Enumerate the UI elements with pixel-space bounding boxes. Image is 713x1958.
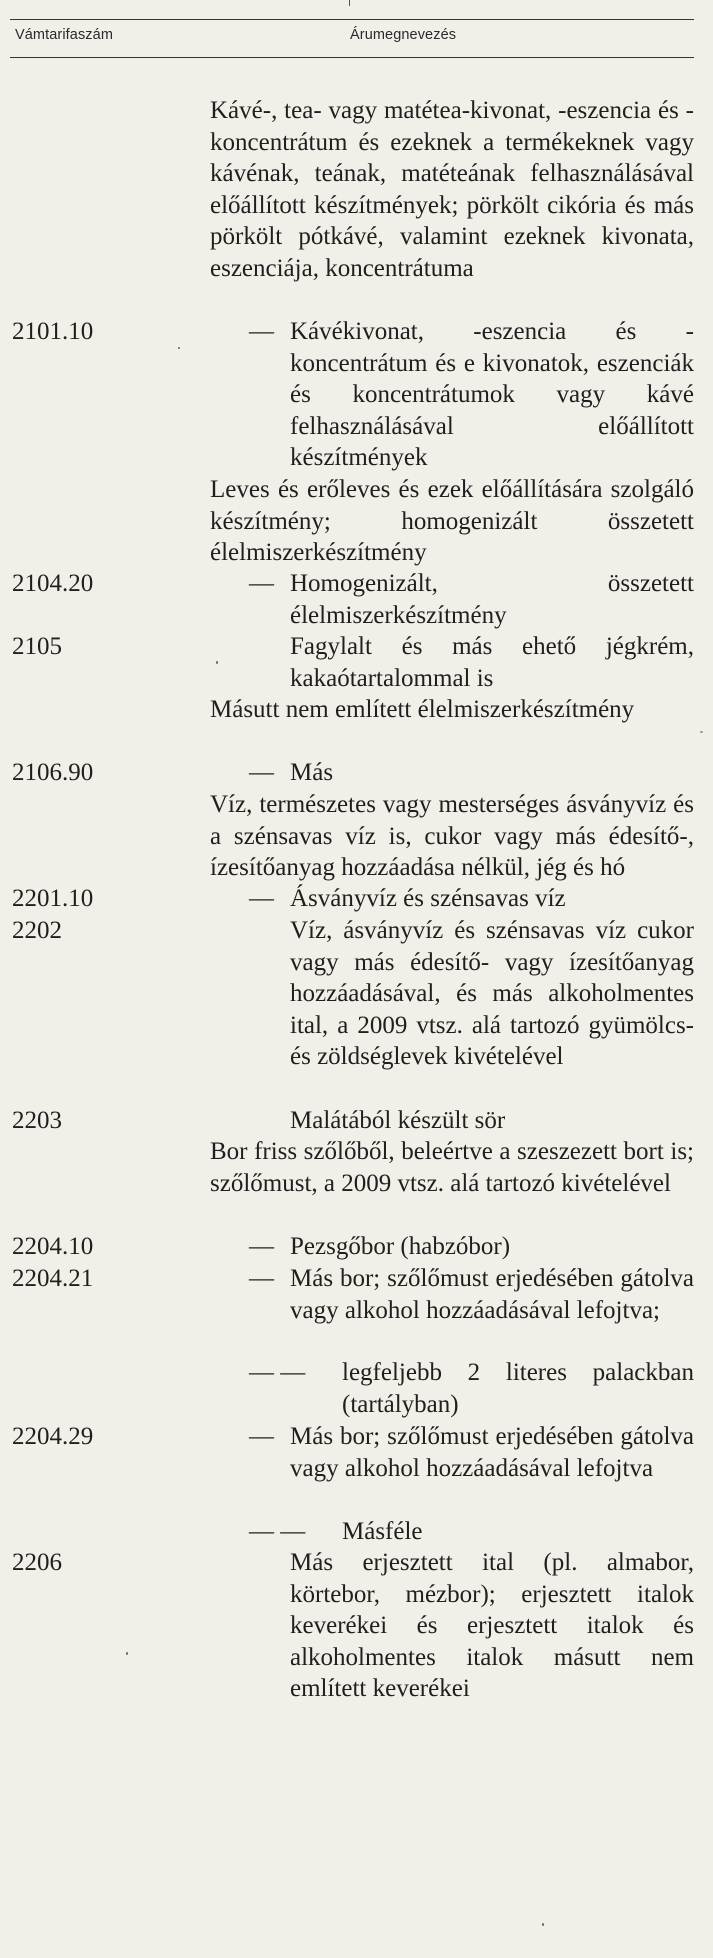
- level-dash: —: [249, 885, 274, 912]
- page-tick-mark: [349, 0, 350, 6]
- heading-text-wine: Bor friss szőlőből, beleértve a szeszezett bort is; szőlőmust, a 2009 vtsz. alá tartozó kivételével: [210, 1138, 694, 1197]
- tariff-code: 2101.10: [12, 318, 94, 345]
- tariff-code: 2204.10: [12, 1233, 94, 1260]
- item-text: Más: [290, 759, 334, 786]
- scan-speck: [216, 661, 218, 664]
- level-dash: —: [249, 570, 274, 597]
- level-dash: —: [249, 1423, 274, 1450]
- level-dash: —: [249, 1265, 274, 1292]
- item-text: Kávékivonat, -eszencia és -koncentrátum és e kivonatok, eszenciák és koncentrátumok vagy kávé felhasználásával előállított készítmények: [290, 318, 694, 471]
- tariff-code: 2106.90: [12, 759, 94, 786]
- level-dash: —: [249, 759, 274, 786]
- scan-speck: [126, 1652, 128, 1655]
- tariff-code: 2105: [12, 633, 62, 660]
- item-text: Homogenizált, összetett élelmiszerkészítmény: [290, 570, 694, 629]
- item-text: Más erjesztett ital (pl. almabor, körtebor, mézbor); erjesztett italok keverékei és erjesztett italok és alkoholmentes italok másutt nem említett keverékei: [290, 1549, 694, 1702]
- heading-text-soups: Leves és erőleves és ezek előállítására szolgáló készítmény; homogenizált összetett élelmiszerkészítmény: [210, 476, 694, 566]
- level-dash-double: — —: [249, 1359, 306, 1386]
- heading-text-food-preparations: Másutt nem említett élelmiszerkészítmény: [210, 696, 635, 723]
- scan-speck: [178, 347, 180, 349]
- item-text: Pezsgőbor (habzóbor): [290, 1233, 511, 1260]
- header-top-rule: [10, 19, 694, 20]
- tariff-code: 2206: [12, 1549, 62, 1576]
- item-text: Víz, ásványvíz és szénsavas víz cukor vagy más édesítő- vagy ízesítőanyag hozzáadásával, és más alkoholmentes ital, a 2009 vtsz. alá tartozó gyümölcs- és zöldséglevek kivételével: [290, 917, 694, 1070]
- heading-text-water: Víz, természetes vagy mesterséges ásványvíz és a szénsavas víz is, cukor vagy más édesítő-, ízesítőanyag hozzáadása nélkül, jég és hó: [210, 791, 694, 881]
- item-text: Malátából készült sör: [290, 1107, 506, 1134]
- tariff-code: 2204.21: [12, 1265, 94, 1292]
- column-header-code: Vámtarifaszám: [15, 27, 113, 43]
- item-text: Más bor; szőlőmust erjedésében gátolva vagy alkohol hozzáadásával lefojtva: [290, 1423, 694, 1482]
- level-dash-double: — —: [249, 1518, 306, 1545]
- item-text: Más bor; szőlőmust erjedésében gátolva vagy alkohol hozzáadásával lefojtva;: [290, 1265, 694, 1324]
- item-text: Másféle: [342, 1518, 423, 1545]
- level-dash: —: [249, 318, 274, 345]
- item-text: Fagylalt és más ehető jégkrém, kakaótartalommal is: [290, 633, 694, 692]
- scan-speck: [700, 731, 703, 733]
- tariff-code: 2204.29: [12, 1423, 94, 1450]
- item-text: Ásványvíz és szénsavas víz: [290, 885, 566, 912]
- column-header-name: Árumegnevezés: [350, 27, 457, 43]
- tariff-code: 2203: [12, 1107, 62, 1134]
- item-text: legfeljebb 2 literes palackban (tartályban): [342, 1359, 694, 1418]
- level-dash: —: [249, 1233, 274, 1260]
- tariff-code: 2104.20: [12, 570, 94, 597]
- tariff-code: 2201.10: [12, 885, 94, 912]
- header-bottom-rule: [10, 57, 694, 58]
- heading-text-coffee-extracts: Kávé-, tea- vagy matétea-kivonat, -eszencia és -koncentrátum és ezeknek a termékeknek vagy kávénak, teának, matéteának felhasználásával előállított készítmények; pörkölt cikória és más pörkölt pótkávé, valamint ezeknek kivonata, eszenciája, koncentrátuma: [210, 97, 694, 282]
- scan-speck: [542, 1923, 544, 1926]
- tariff-code: 2202: [12, 917, 62, 944]
